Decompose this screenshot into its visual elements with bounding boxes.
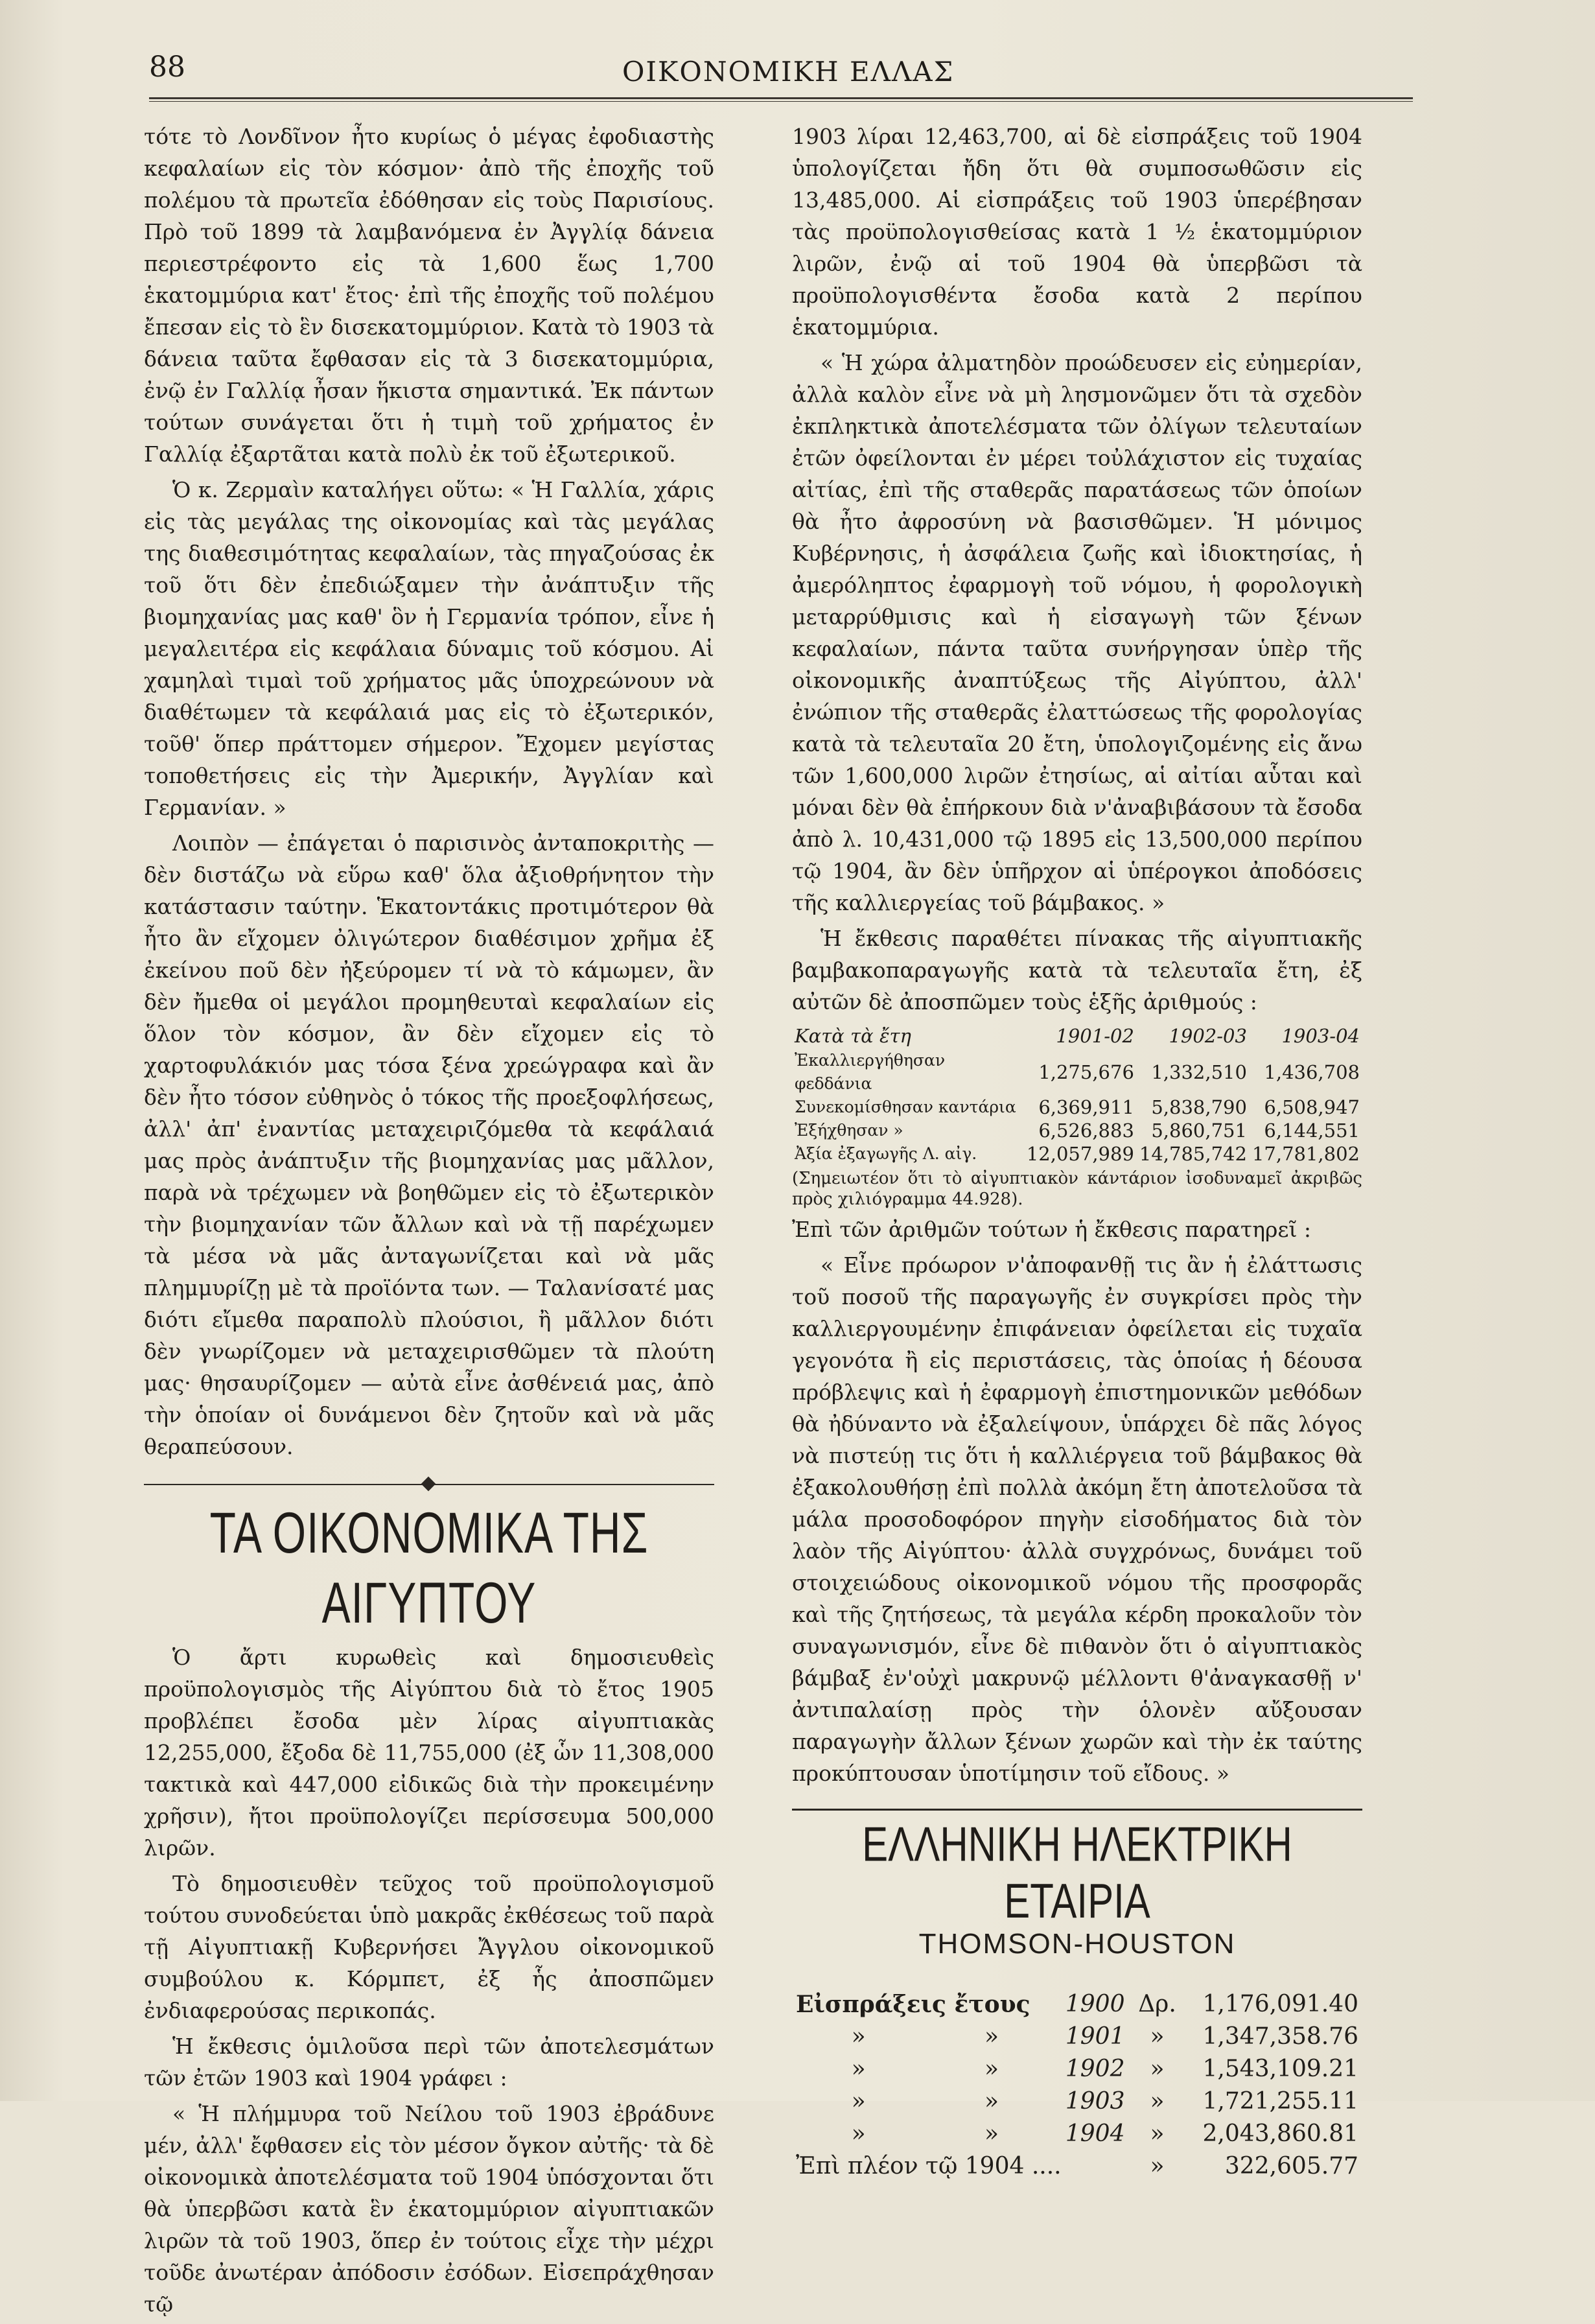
- ditto-mark: »: [851, 2088, 866, 2115]
- article-paragraph: Ἡ ἔκθεσις ὁμιλοῦσα περὶ τῶν ἀποτελεσμάτων τῶν ἐτῶν 1903 καὶ 1904 γράφει :: [144, 2034, 714, 2091]
- receipts-year: 1903: [1065, 2088, 1125, 2115]
- article-paragraph: Ἡ ἔκθεσις παραθέτει πίνακας τῆς αἰγυπτιακῆς βαμβακοπαραγωγῆς κατὰ τὰ τελευταῖα ἔτη, ἐξ αὐτῶν δὲ ἀποσπῶμεν τοὺς ἑξῆς ἀριθμούς :: [792, 926, 1362, 1015]
- company-divider: [792, 1809, 1362, 1811]
- table-row: [792, 2053, 1362, 2085]
- table-row: [792, 2085, 1362, 2118]
- divider-ornament: [421, 1477, 436, 1492]
- article-paragraph: « Ἡ χώρα ἀλματηδὸν προώδευσεν εἰς εὐημερίαν, ἀλλὰ καλὸν εἶνε νὰ μὴ λησμονῶμεν ὅτι τὰ σχεδὸν ἐκπληκτικὰ ἀποτελέσματα τῶν ὀλίγων τελευταίων ἐτῶν ὀφείλονται ἐν μέρει τοὐλάχιστον εἰς τυχαίας αἰτίας, ἐπὶ τῆς σταθερᾶς παρατάσεως τῶν ὁποίων θὰ ἦτο ἀφροσύνη νὰ βασισθῶμεν. Ἡ μόνιμος Κυβέρνησις, ἡ ἀσφάλεια ζωῆς καὶ ἰδιοκτησίας, ἡ ἀμερόληπτος ἐφαρμογὴ τοῦ νόμου, ἡ φορολογικὴ μεταρρύθμισις καὶ ἡ εἰσαγωγὴ τῶν ξένων κεφαλαίων, πάντα ταῦτα συνήργησαν ὑπὲρ τῆς οἰκονομικῆς ἀναπτύξεως τῆς Αἰγύπτου, ἀλλ' ἐνώπιον τῆς σταθερᾶς ἐλαττώσεως τῆς φορολογίας κατὰ τὰ τελευταῖα 20 ἔτη, ὑπολογιζομένης εἰς ἄνω τῶν 1,600,000 λιρῶν ἐτησίως, αἱ αἰτίαι αὗται καὶ μόναι δὲν θὰ ἐπήρκουν διὰ ν'ἀναβιβάσουν τὰ ἔσοδα ἀπὸ λ. 10,431,000 τῷ 1895 εἰς 13,500,000 περίπου τῷ 1904, ἂν δὲν ὑπῆρχον αἱ ὑπέρογκοι ἀποδόσεις τῆς καλλιεργείας τοῦ βάμβακος. »: [792, 350, 1362, 915]
- table-row: [792, 1119, 1362, 1142]
- section-divider: [144, 1472, 714, 1497]
- receipts-unit: »: [1150, 2023, 1165, 2050]
- page-header: [149, 51, 1413, 96]
- section-title: ΤΑ ΟΙΚΟΝΟΜΙΚΑ ΤΗΣ ΑΙΓΥΠΤΟΥ: [209, 1500, 649, 1635]
- article-paragraph: Ὁ ἄρτι κυρωθεὶς καὶ δημοσιευθεὶς προϋπολογισμὸς τῆς Αἰγύπτου διὰ τὸ ἔτος 1905 προβλέπει ἔσοδα μὲν λίρας αἰγυπτιακὰς 12,255,000, ἔξοδα δὲ 11,755,000 (ἐξ ὧν 11,308,000 τακτικὰ καὶ 447,000 εἰδικῶς διὰ τὴν προκειμένην χρῆσιν), ἤτοι προϋπολογίζει περίσσευμα 500,000 λιρῶν.: [144, 1645, 714, 1860]
- receipts-unit: »: [1150, 2056, 1165, 2082]
- receipts-unit: »: [1150, 2088, 1165, 2115]
- table-row: [792, 1049, 1362, 1096]
- table-note: (Σημειωτέον ὅτι τὸ αἰγυπτιακὸν κάντάριον ἰσοδυναμεῖ ἀκριβῶς πρὸς χιλιόγραμμα 44.928).: [792, 1169, 1362, 1209]
- article-paragraph: « Ἡ πλήμμυρα τοῦ Νείλου τοῦ 1903 ἐβράδυνε μέν, ἀλλ' ἔφθασεν εἰς τὸν μέσον ὄγκον αὐτῆς· τὰ δὲ οἰκονομικὰ ἀποτελέσματα τοῦ 1904 ὑπόσχονται ὅτι θὰ ὑπερβῶσι κατὰ ἓν ἑκατομμύριον αἰγυπτιακῶν λιρῶν τὰ τοῦ 1903, ὅπερ ἐν τούτοις εἶχε τὴν μέχρι τοῦδε ἀνωτέραν ἀπόδοσιν ἐσόδων. Εἰσεπράχθησαν τῷ: [144, 2101, 714, 2317]
- right-column: [792, 121, 1362, 2183]
- table-header-cell: 1902-03: [1169, 1025, 1247, 1047]
- receipts-unit: »: [1150, 2120, 1165, 2147]
- table-cell: 6,369,911: [1038, 1096, 1134, 1118]
- table-cell: 1,436,708: [1264, 1061, 1360, 1083]
- receipts-amount: 1,347,358.76: [1202, 2023, 1358, 2050]
- table-row: [792, 2021, 1362, 2053]
- article-paragraph: Λοιπὸν — ἐπάγεται ὁ παρισινὸς ἀνταποκριτὴς — δὲν διστάζω νὰ εὕρω καθ' ὅλα ἀξιοθρήνητον τὴν κατάστασιν ταύτην. Ἑκατοντάκις προτιμότερον θὰ ἦτο ἂν εἴχομεν ὀλιγώτερον διαθέσιμον χρῆμα ἐξ ἐκείνου ποῦ δὲν ἠξεύρομεν τί νὰ τὸ κάμωμεν, ἂν δὲν ἤμεθα οἱ μεγάλοι προμηθευταὶ κεφαλαίων εἰς ὅλον τὸν κόσμον, ἂν δὲν εἴχομεν εἰς τὸ χαρτοφυλάκιόν μας τόσα ξένα χρεώγραφα καὶ ἂν δὲν ἦτο τόσον εὐθηνὸς ὁ τόκος τῆς προεξοφλήσεως, ἀλλ' ἀπ' ἐναντίας μεταχειριζόμεθα τὰ κεφάλαιά μας πρὸς ἀνάπτυξιν τῆς βιομηχανίας μας μᾶλλον, παρὰ νὰ τρέχωμεν νὰ βοηθῶμεν εἰς τὸ ἐξωτερικὸν τὴν βιομηχανίαν τῶν ἄλλων καὶ νὰ τῇ παρέχωμεν τὰ μέσα νὰ μᾶς ἀνταγωνίζεται καὶ νὰ μᾶς πλημμυρίζῃ μὲ τὰ προϊόντα των. — Ταλανίσατέ μας διότι εἴμεθα παραπολὺ πλούσιοι, ἢ μᾶλλον διότι δὲν γνωρίζομεν νὰ μεταχειρισθῶμεν τὰ πλούτη μας· θησαυρίζομεν — αὐτὰ εἶνε ἀσθένειά μας, ἀπὸ τὴν ὁποίαν οἱ δυνάμενοι δὲν ζητοῦν καὶ νὰ μᾶς θεραπεύσουν.: [144, 830, 714, 1459]
- article-paragraph: τότε τὸ Λονδῖνον ἦτο κυρίως ὁ μέγας ἐφοδιαστὴς κεφαλαίων εἰς τὸν κόσμον· ἀπὸ τῆς ἐποχῆς τοῦ πολέμου τὰ πρωτεῖα ἐδόθησαν εἰς τοὺς Παρισίους. Πρὸ τοῦ 1899 τὰ λαμβανόμενα ἐν Ἀγγλίᾳ δάνεια περιεστρέφοντο εἰς τὰ 1,600 ἕως 1,700 ἑκατομμύρια κατ' ἔτος· ἐπὶ τῆς ἐποχῆς τοῦ πολέμου ἔπεσαν εἰς τὸ ἓν δισεκατομμύριον. Κατὰ τὸ 1903 τὰ δάνεια ταῦτα ἔφθασαν εἰς τὰ 3 δισεκατομμύρια, ἐνῷ ἐν Γαλλίᾳ ἦσαν ἥκιστα σημαντικά. Ἐκ πάντων τούτων συνάγεται ὅτι ἡ τιμὴ τοῦ χρήματος ἐν Γαλλίᾳ ἐξαρτᾶται κατὰ πολὺ ἐκ τοῦ ἐξωτερικοῦ.: [144, 124, 714, 467]
- table-row: [792, 2150, 1362, 2183]
- article-paragraph: Ἐπὶ τῶν ἀριθμῶν τούτων ἡ ἔκθεσις παρατηρεῖ :: [792, 1217, 1312, 1242]
- table-header-row: [792, 1023, 1362, 1049]
- surplus-unit: »: [1150, 2153, 1165, 2179]
- page-number: 88: [149, 51, 185, 84]
- header-rule: [149, 97, 1413, 102]
- table-cell: 1,275,676: [1038, 1061, 1134, 1083]
- company-subtitle: THOMSON-HOUSTON: [918, 1928, 1236, 1960]
- row-label: Ἐκαλλιεργήθησαν φεδδάνια: [795, 1051, 946, 1093]
- ditto-mark: »: [851, 2056, 866, 2082]
- article-paragraph: « Εἶνε πρόωρον ν'ἀποφανθῇ τις ἂν ἡ ἐλάττωσις τοῦ ποσοῦ τῆς παραγωγῆς ἐν συγκρίσει πρὸς τὴν καλλιεργουμένην ἐπιφάνειαν ὀφείλεται εἰς τυχαῖα γεγονότα ἢ εἰς περιστάσεις, τὰς ὁποίας ἡ δέουσα πρόβλεψις καὶ ἡ ἐφαρμογὴ ἐπιστημονικῶν μεθόδων θὰ ἠδύναντο νὰ ἐξαλείψουν, ὑπάρχει δὲ πᾶς λόγος νὰ πιστεύῃ τις ὅτι ἡ καλλιέργεια τοῦ βάμβακος θὰ ἐξακολουθήσῃ ἐπὶ πολλὰ ἀκόμη ἔτη ἀποτελοῦσα τὰ μάλα προσοδοφόρον πηγὴν εἰσοδήματος διὰ τὸν λαὸν τῆς Αἰγύπτου· ἀλλὰ συγχρόνως, δυνάμει τοῦ στοιχειώδους οἰκονομικοῦ νόμου τῆς προσφορᾶς καὶ τῆς ζητήσεως, τὰ μεγάλα κέρδη προκαλοῦν τὸν συναγωνισμόν, εἶνε δὲ πιθανὸν ὅτι ὁ αἰγυπτιακὸς βάμβαξ ἐν'οὐχὶ μακρυνῷ μέλλοντι θ'ἀναγκασθῇ ν' ἀντιπαλαίσῃ πρὸς τὴν ὁλονὲν αὔξουσαν παραγωγὴν ἄλλων ξένων χωρῶν καὶ τὴν ἐκ ταύτης προκύπτουσαν ὑποτίμησιν τοῦ εἴδους. »: [792, 1252, 1362, 1786]
- table-header-cell: Κατὰ τὰ ἔτη: [795, 1025, 911, 1047]
- table-row: [792, 1096, 1362, 1119]
- article-paragraph: 1903 λίραι 12,463,700, αἱ δὲ εἰσπράξεις τοῦ 1904 ὑπολογίζεται ἤδη ὅτι θὰ συμποσωθῶσιν εἰς 13,485,000. Αἱ εἰσπράξεις τοῦ 1903 ὑπερέβησαν τὰς προϋπολογισθείσας κατὰ 1 ½ ἑκατομμύριον λιρῶν, ἐνῷ αἱ τοῦ 1904 θὰ ὑπερβῶσι τὰ προϋπολογισθέντα ἔσοδα κατὰ 2 περίπου ἑκατομμύρια.: [792, 124, 1362, 340]
- table-cell: 12,057,989: [1026, 1143, 1134, 1165]
- table-cell: 17,781,802: [1252, 1143, 1360, 1165]
- receipts-unit: Δρ.: [1138, 1991, 1176, 2017]
- receipts-amount: 1,721,255.11: [1202, 2088, 1358, 2115]
- receipts-year: 1900: [1065, 1991, 1125, 2017]
- ditto-mark: »: [851, 2023, 866, 2050]
- table-cell: 1,332,510: [1151, 1061, 1247, 1083]
- company-title: ΕΛΛΗΝΙΚΗ ΗΛΕΚΤΡΙΚΗ ΕΤΑΙΡΙΑ: [862, 1816, 1292, 1928]
- running-title: ΟΙΚΟΝΟΜΙΚΗ ΕΛΛΑΣ: [622, 56, 955, 88]
- table-cell: 6,508,947: [1264, 1096, 1360, 1118]
- table-header-cell: 1901-02: [1056, 1025, 1134, 1047]
- row-label: Ἀξία ἐξαγωγῆς Λ. αἰγ.: [795, 1144, 977, 1163]
- receipts-year: 1904: [1065, 2120, 1125, 2147]
- receipts-year: 1901: [1065, 2023, 1125, 2050]
- surplus-amount: 322,605.77: [1224, 2153, 1358, 2179]
- ditto-mark: »: [984, 2120, 999, 2147]
- row-label: Ἐξήχθησαν »: [795, 1121, 903, 1140]
- surplus-label: Ἐπὶ πλέον τῷ 1904 ....: [796, 2153, 1062, 2179]
- table-cell: 6,144,551: [1264, 1120, 1360, 1142]
- receipts-amount: 1,176,091.40: [1202, 1991, 1358, 2017]
- table-header-cell: 1903-04: [1281, 1025, 1360, 1047]
- table-row: [792, 2118, 1362, 2150]
- receipts-amount: 2,043,860.81: [1202, 2120, 1358, 2147]
- table-cell: 5,860,751: [1151, 1120, 1247, 1142]
- left-column: [144, 121, 714, 2324]
- ditto-mark: »: [984, 2056, 999, 2082]
- ditto-mark: »: [984, 2023, 999, 2050]
- receipts-amount: 1,543,109.21: [1202, 2056, 1358, 2082]
- table-cell: 14,785,742: [1139, 1143, 1247, 1165]
- receipts-year: 1902: [1065, 2056, 1125, 2082]
- cotton-production-table: [792, 1023, 1362, 1166]
- ditto-mark: »: [984, 2088, 999, 2115]
- ditto-mark: »: [851, 2120, 866, 2147]
- receipts-label: Εἰσπράξεις ἔτους: [796, 1991, 1030, 2018]
- receipts-table: [792, 1988, 1362, 2183]
- article-paragraph: Τὸ δημοσιευθὲν τεῦχος τοῦ προϋπολογισμοῦ τούτου συνοδεύεται ὑπὸ μακρᾶς ἐκθέσεως τοῦ παρὰ τῇ Αἰγυπτιακῇ Κυβερνήσει Ἄγγλου οἰκονομικοῦ συμβούλου κ. Κόρμπετ, ἐξ ἧς ἀποσπῶμεν ἐνδιαφερούσας περικοπάς.: [144, 1871, 714, 2023]
- table-row: [792, 1142, 1362, 1166]
- article-paragraph: Ὁ κ. Ζερμαὶν καταλήγει οὕτω: « Ἡ Γαλλία, χάρις εἰς τὰς μεγάλας της οἰκονομίας καὶ τὰς μεγάλας της διαθεσιμότητας κεφαλαίων, τὰς πηγαζούσας ἐκ τοῦ ὅτι δὲν ἐπεδιώξαμεν τὴν ἀνάπτυξιν τῆς βιομηχανίας μας καθ' ὃν ἡ Γερμανία τρόπον, εἶνε ἡ μεγαλειτέρα εἰς κεφάλαια δύναμις τοῦ κόσμου. Αἱ χαμηλαὶ τιμαὶ τοῦ χρήματος μᾶς ὑποχρεώνουν νὰ διαθέτωμεν τὰ κεφάλαιά μας εἰς τὸ ἐξωτερικόν, τοῦθ' ὅπερ πράττομεν σήμερον. Ἔχομεν μεγίστας τοποθετήσεις εἰς τὴν Ἀμερικήν, Ἀγγλίαν καὶ Γερμανίαν. »: [144, 477, 714, 820]
- table-row: [792, 1988, 1362, 2021]
- table-cell: 6,526,883: [1038, 1120, 1134, 1142]
- row-label: Συνεκομίσθησαν καντάρια: [795, 1097, 1016, 1116]
- table-cell: 5,838,790: [1151, 1096, 1247, 1118]
